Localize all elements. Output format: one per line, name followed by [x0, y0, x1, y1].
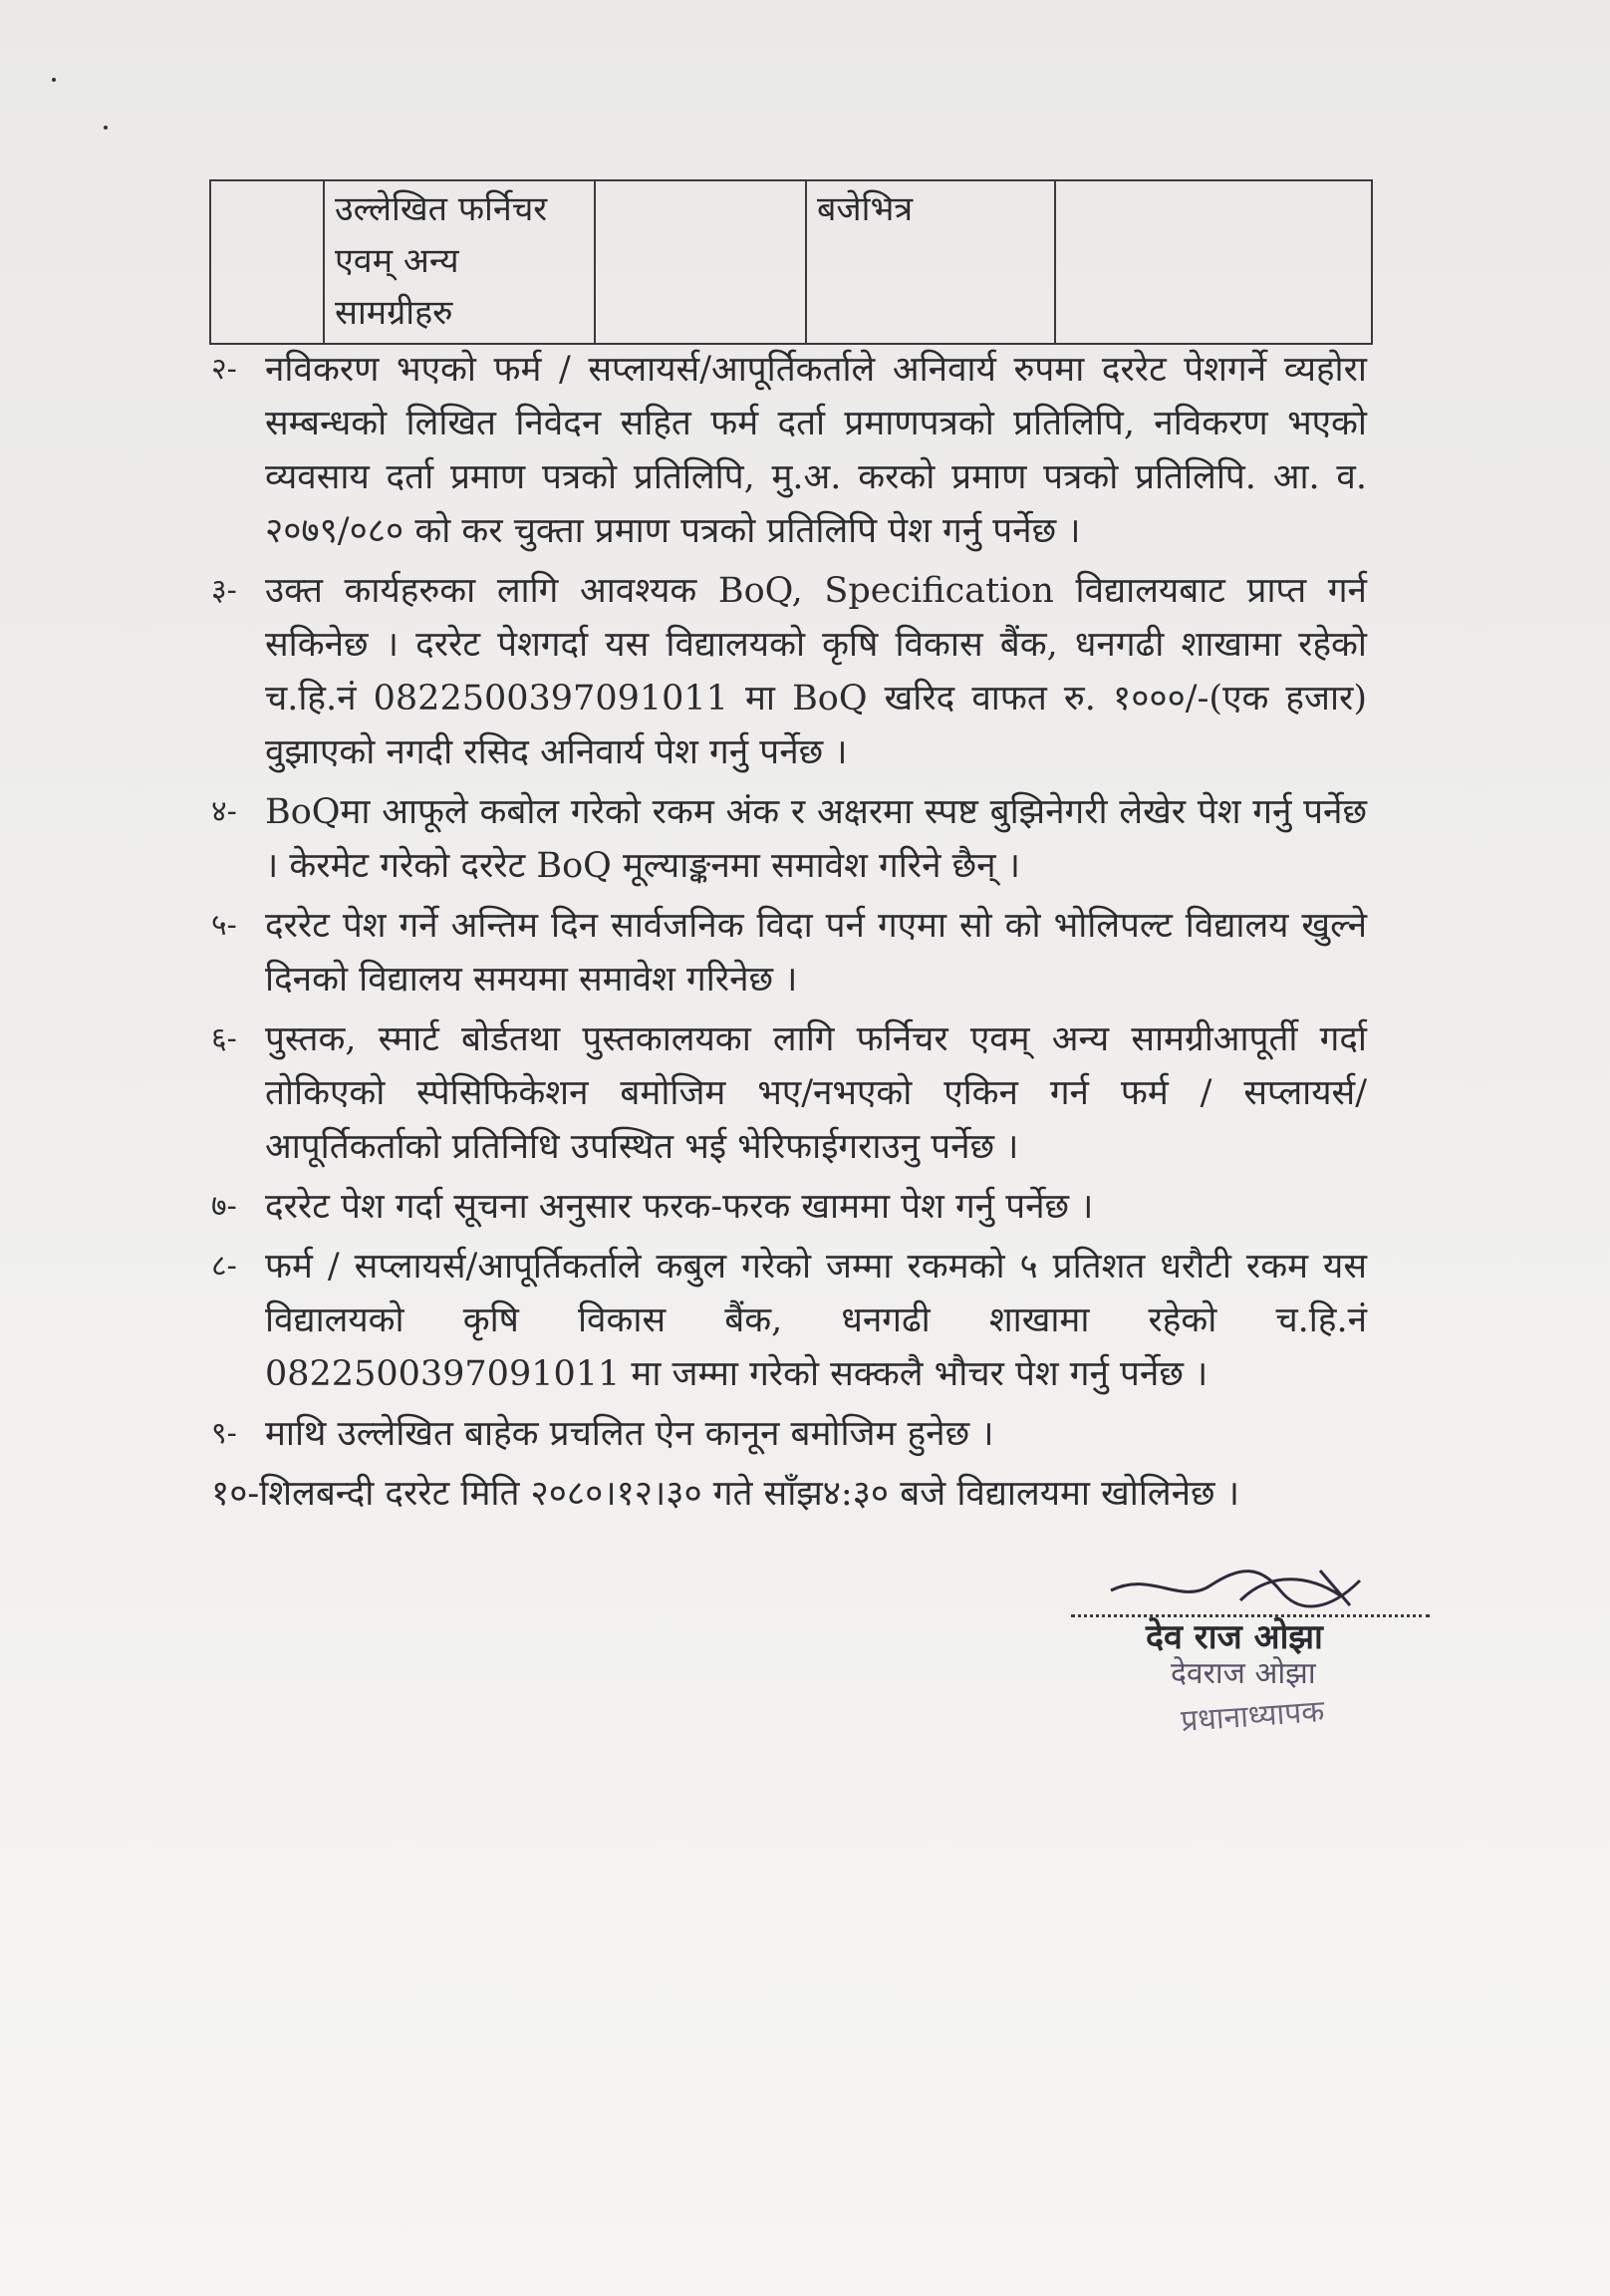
list-item — [211, 564, 1367, 779]
item-text: नविकरण भएको फर्म / सप्लायर्स/आपूर्तिकर्ताले अनिवार्य रुपमा दररेट पेशगर्ने व्यहोरा सम्बन्धको लिखित निवेदन सहित फर्म दर्ता प्रमाणपत्रको प्रतिलिपि, नविकरण भएको व्यवसाय दर्ता प्रमाण पत्रको प्रतिलिपि, मु.अ. करको प्रमाण पत्रको प्रतिलिपि. आ. व. २०७९/०८० को कर चुक्ता प्रमाण पत्रको प्रतिलिपि पेश गर्नु पर्नेछ । — [265, 350, 1367, 551]
stamp-name: देवराज ओझा — [1171, 1656, 1316, 1691]
table-cell-item: उल्लेखित फर्निचर एवम् अन्य सामग्रीहरु — [324, 180, 595, 344]
items-table-fragment — [209, 179, 1373, 345]
table-cell-serial — [210, 180, 324, 344]
signature-line — [1071, 1555, 1430, 1617]
item-text: दररेट पेश गर्दा सूचना अनुसार फरक-फरक खाममा पेश गर्नु पर्नेछ । — [265, 1187, 1094, 1227]
paper-speck — [52, 78, 56, 82]
item-text: दररेट पेश गर्ने अन्तिम दिन सार्वजनिक विदा पर्न गएमा सो को भोलिपल्ट विद्यालय खुल्ने दिनको विद्यालय समयमा समावेश गरिनेछ । — [265, 906, 1367, 1000]
signature-scribble-icon — [1091, 1551, 1390, 1620]
item-number: ५- — [211, 908, 237, 943]
item-text: फर्म / सप्लायर्स/आपूर्तिकर्ताले कबुल गरेको जम्मा रकमको ५ प्रतिशत धरौटी रकम यस विद्यालयको कृषि विकास बैंक, धनगढी शाखामा रहेको च.हि.नं 0822500397091011 मा जम्मा गरेको सक्कलै भौचर पेश गर्नु पर्नेछ । — [265, 1247, 1367, 1394]
item-number: ९- — [211, 1416, 237, 1451]
item-number: ७- — [211, 1189, 237, 1224]
item-number: ६- — [211, 1021, 237, 1056]
list-item — [211, 1180, 1367, 1234]
signer-title: प्रधानाध्यापक — [1180, 1694, 1326, 1739]
list-item — [211, 1407, 1367, 1461]
item-number: ३- — [211, 573, 237, 608]
paper-speck — [104, 126, 108, 130]
list-item — [211, 785, 1367, 893]
list-item — [211, 1467, 1367, 1521]
signature-block — [1071, 1555, 1430, 1739]
item-text: १०-शिलबन्दी दररेट मिति २०८०।१२।३० गते साँझ४:३० बजे विद्यालयमा खोलिनेछ । — [211, 1474, 1239, 1514]
item-text: BoQमा आफूले कबोल गरेको रकम अंक र अक्षरमा स्पष्ट बुझिनेगरी लेखेर पेश गर्नु पर्नेछ । केरमेट गरेको दररेट BoQ मूल्याङ्कनमा समावेश गरिने छैन् । — [265, 792, 1367, 886]
signer-name: देव राज ओझा — [1146, 1617, 1323, 1657]
conditions-list — [211, 343, 1367, 1521]
item-text: माथि उल्लेखित बाहेक प्रचलित ऐन कानून बमोजिम हुनेछ । — [265, 1414, 994, 1454]
list-item — [211, 899, 1367, 1006]
table-cell-empty — [1055, 180, 1372, 344]
table-row — [210, 180, 1372, 344]
list-item — [211, 343, 1367, 558]
item-number: ८- — [211, 1249, 237, 1284]
item-number: २- — [211, 352, 237, 387]
table-cell-budget: बजेभित्र — [806, 180, 1055, 344]
item-text: उक्त कार्यहरुका लागि आवश्यक BoQ, Specification विद्यालयबाट प्राप्त गर्न सकिनेछ । दररेट पेशगर्दा यस विद्यालयको कृषि विकास बैंक, धनगढी शाखामा रहेको च.हि.नं 0822500397091011 मा BoQ खरिद वाफत रु. १०००/-(एक हजार) वुझाएको नगदी रसिद अनिवार्य पेश गर्नु पर्नेछ । — [265, 571, 1367, 772]
item-number: ४- — [211, 794, 237, 829]
list-item — [211, 1240, 1367, 1401]
list-item — [211, 1012, 1367, 1174]
item-text: पुस्तक, स्मार्ट बोर्डतथा पुस्तकालयका लागि फर्निचर एवम् अन्य सामग्रीआपूर्ती गर्दा तोकिएको स्पेसिफिकेशन बमोजिम भए/नभएको एकिन गर्न फर्म / सप्लायर्स/आपूर्तिकर्ताको प्रतिनिधि उपस्थित भई भेरिफाईगराउनु पर्नेछ । — [265, 1019, 1367, 1167]
table-cell-empty — [595, 180, 806, 344]
